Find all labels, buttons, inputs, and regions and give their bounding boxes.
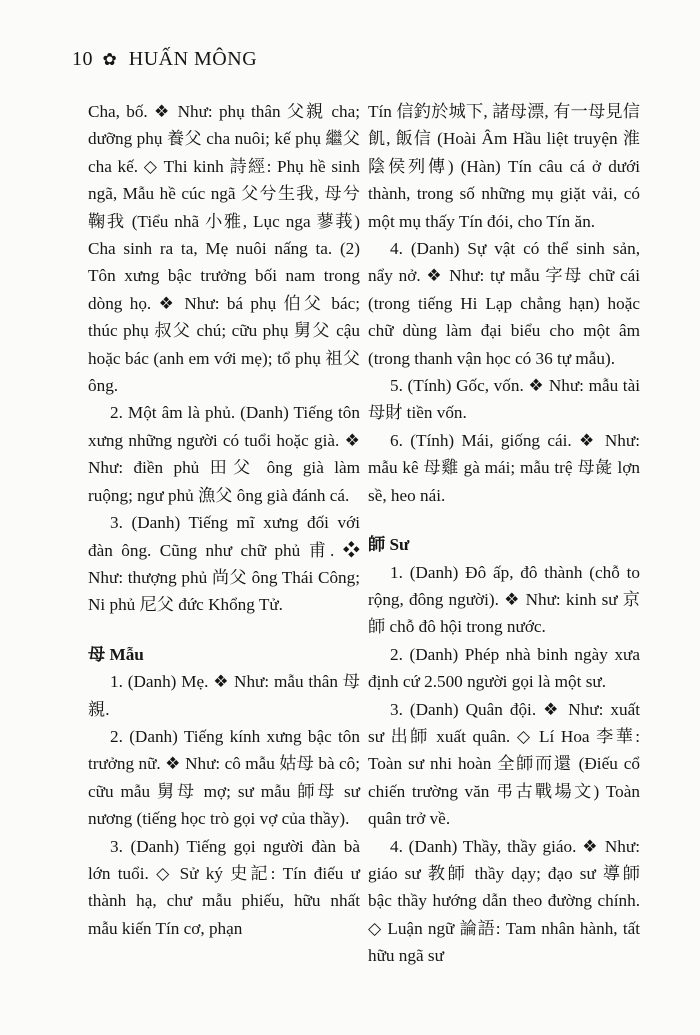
headword-su: 師 Sư xyxy=(368,535,410,555)
right-column xyxy=(368,98,640,970)
entry-paragraph: 6. (Tính) Mái, giống cái. ❖ Như: mẫu kê 母雞 gà mái; mẫu trệ 母彘 lợn sề, heo nái. xyxy=(368,430,640,505)
book-title: HUẤN MÔNG xyxy=(128,48,258,70)
entry-paragraph: 5. (Tính) Gốc, vốn. ❖ Như: mẫu tài 母財 tiền vốn. xyxy=(368,376,640,423)
entry-paragraph: 3. (Danh) Tiếng gọi người đàn bà lớn tuổi. ◇ Sử ký 史記: Tín điếu ư thành hạ, chư mẫu phiếu, hữu nhất mẫu kiến Tín cơ, phạn xyxy=(88,836,360,938)
entry-paragraph: 1. (Danh) Mẹ. ❖ Như: mẫu thân 母親. xyxy=(88,672,360,719)
entry-paragraph: 3. (Danh) Quân đội. ❖ Như: xuất sư 出師 xuất quân. ◇ Lí Hoa 李華: Toàn sư nhi hoàn 全師而還 (Điếu cổ chiến trường văn 弔古戰場文) Toàn quân trở về. xyxy=(368,699,640,829)
running-header xyxy=(72,48,257,71)
flower-ornament-icon: ✿ xyxy=(102,50,118,69)
entry-paragraph: Cha, bố. ❖ Như: phụ thân 父親 cha; dưỡng phụ 養父 cha nuôi; kế phụ 繼父 cha kế. ◇ Thi kinh 詩經: Phụ hề sinh ngã, Mẫu hề cúc ngã 父兮生我, 母兮鞠我 (Tiểu nhã 小雅, Lục nga 蓼莪) Cha sinh ra ta, Mẹ nuôi nấng ta. (2) Tôn xưng bậc trưởng bối nam trong dòng họ. ❖ Như: bá phụ 伯父 bác; thúc phụ 叔父 chú; cữu phụ 舅父 cậu hoặc bác (anh em với mẹ); tổ phụ 祖父 ông. xyxy=(88,102,360,396)
entry-paragraph: 2. (Danh) Phép nhà binh ngày xưa định cứ 2.500 người gọi là một sư. xyxy=(368,644,640,692)
entry-paragraph: 4. (Danh) Sự vật có thể sinh sản, nẩy nở. ❖ Như: tự mẫu 字母 chữ cái (trong tiếng Hi Lạp chẳng hạn) hoặc chữ dùng làm đại biểu cho một âm (trong thanh vận học có 36 tự mẫu). xyxy=(368,239,640,368)
headword-mau: 母 Mẫu xyxy=(88,644,144,664)
entry-paragraph: 3. (Danh) Tiếng mĩ xưng đối với đàn ông. Cũng như chữ phủ 甫. ❖ Như: thượng phủ 尚父 ông Thái Công; Ni phủ 尼父 đức Khổng Tử. xyxy=(88,513,360,615)
entry-paragraph: 4. (Danh) Thầy, thầy giáo. ❖ Như: giáo sư 教師 thầy dạy; đạo sư 導師 bậc thầy hướng dẫn theo đường chính. ◇ Luận ngữ 論語: Tam nhân hành, tất hữu ngã sư xyxy=(368,836,640,966)
entry-paragraph: Tín 信釣於城下, 諸母漂, 有一母見信飢, 飯信 (Hoài Âm Hầu liệt truyện 淮陰侯列傳) (Hàn) Tín câu cá ở dưới thành, trong số những mụ giặt vải, có một mụ thấy Tín đói, cho Tín ăn. xyxy=(368,102,640,231)
entry-paragraph: 2. (Danh) Tiếng kính xưng bậc tôn trưởng nữ. ❖ Như: cô mẫu 姑母 bà cô; cữu mẫu 舅母 mợ; sư mẫu 師母 sư nương (tiếng học trò gọi vợ của thầy). xyxy=(88,726,360,829)
page-number: 10 xyxy=(72,48,93,70)
entry-paragraph: 1. (Danh) Đô ấp, đô thành (chỗ to rộng, đông người). ❖ Như: kinh sư 京師 chỗ đô hội trong nước. xyxy=(368,562,640,637)
left-column xyxy=(88,98,360,942)
entry-paragraph: 2. Một âm là phủ. (Danh) Tiếng tôn xưng những người có tuổi hoặc già. ❖ Như: điền phủ 田父 ông già làm ruộng; ngư phủ 漁父 ông già đánh cá. xyxy=(88,403,360,505)
